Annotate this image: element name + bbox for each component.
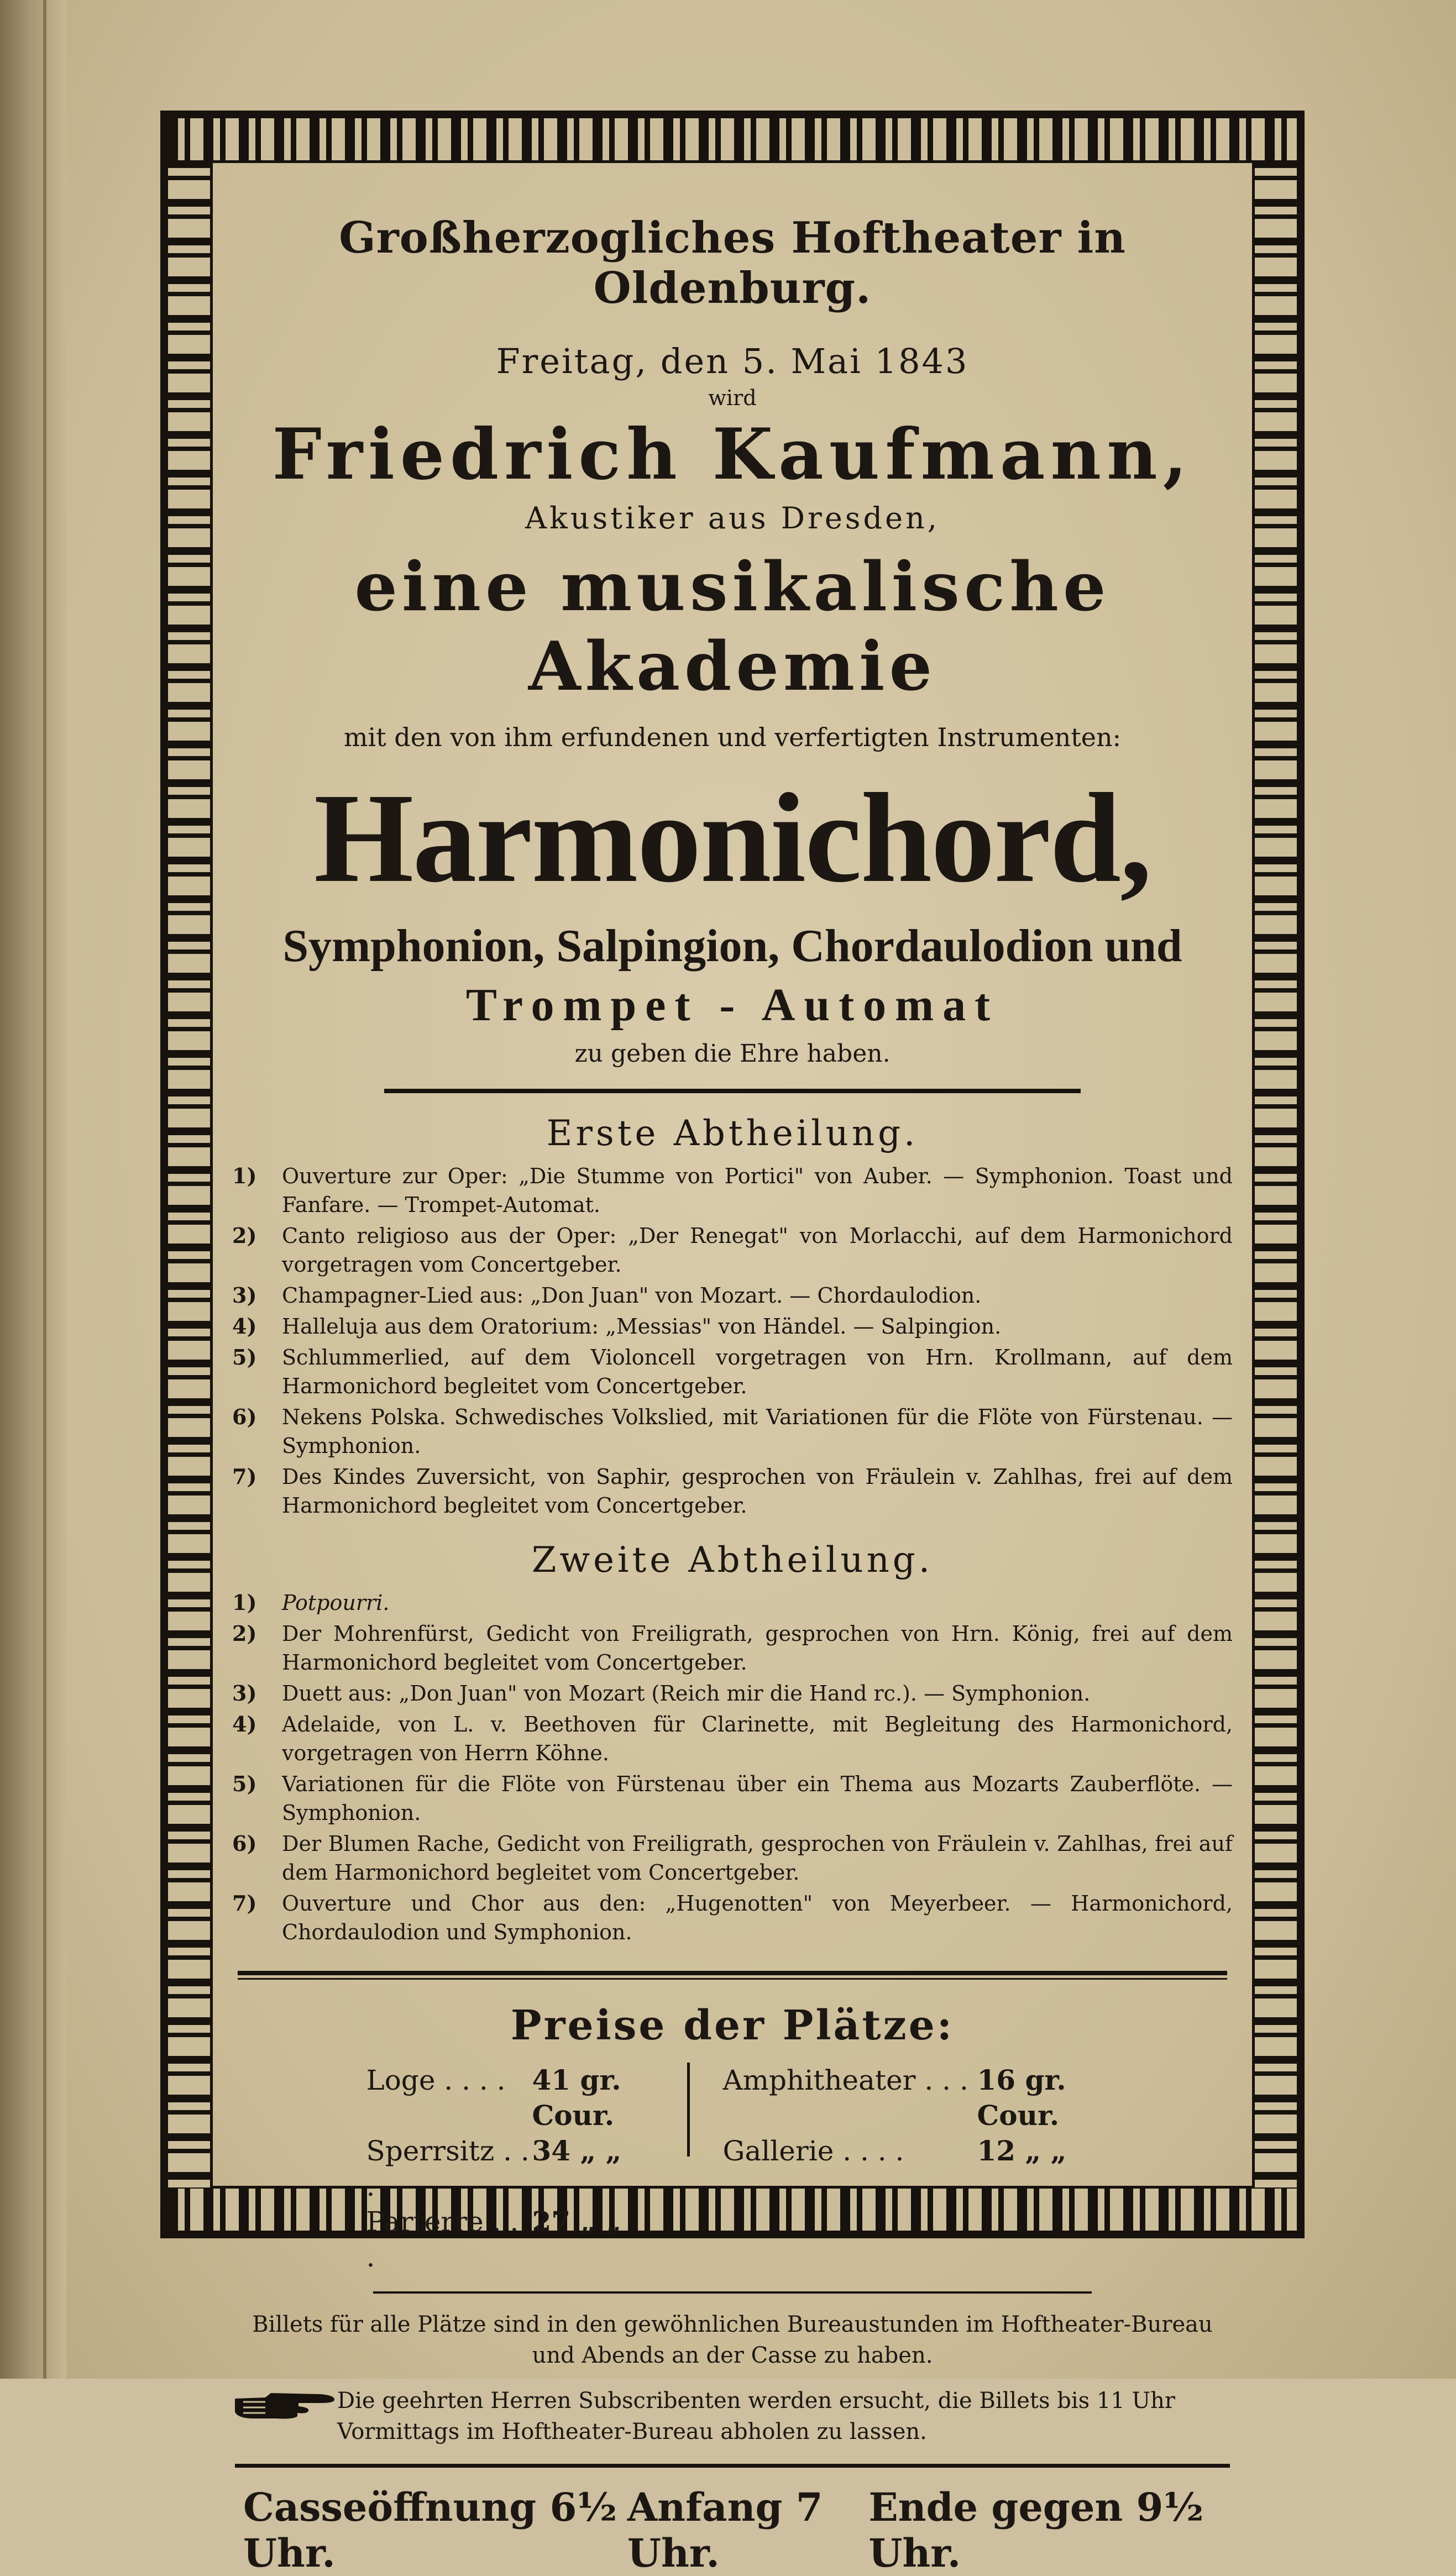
double-divider [238,1971,1227,1980]
program-item [232,1588,1233,1617]
wird-text: wird [708,386,757,410]
item-text: Canto religioso aus der Oper: „Der Renegat" von Morlacchi, auf dem Harmonichord vorgetragen vom Concertgeber. [282,1224,1233,1277]
bottom-divider [235,2464,1230,2468]
part2-title: Zweite Abtheilung. [531,1540,934,1581]
item-text: Der Mohrenfürst, Gedicht von Freiligrath, gesprochen von Hrn. König, frei auf dem Harmonichord begleitet vom Concertgeber. [282,1622,1233,1675]
price-row [366,2063,654,2133]
price-row [366,2133,654,2204]
price-label: Loge . . . . [366,2064,506,2096]
poster-content [232,182,1233,2576]
item-text: Ouverture und Chor aus den: „Hugenotten" von Meyerbeer. — Harmonichord, Chordaulodion und Symphonion. [282,1891,1233,1944]
program-item [232,1221,1233,1279]
fold-line [43,0,46,2379]
program-item [232,1829,1233,1887]
pointing-hand-icon [232,2388,337,2421]
item-number: 3) [232,1283,257,1308]
end-time: Ende gegen 9½ Uhr. [868,2484,1204,2576]
item-text: Des Kindes Zuversicht, von Saphir, gesprochen von Fräulein v. Zahlhas, frei auf dem Harmonichord begleitet vom Concertgeber. [282,1465,1233,1518]
item-text: Champagner-Lied aus: „Don Juan" von Mozart. — Chordaulodion. [282,1283,982,1308]
item-number: 2) [232,1223,257,1248]
price-value: 12 „ „ [977,2134,1067,2167]
program-item [232,1312,1233,1341]
program-item [232,1281,1233,1310]
program-item [232,1889,1233,1947]
instruments-intro: mit den von ihm erfundenen und verfertigten Instrumenten: [343,722,1122,752]
item-number: 6) [232,1831,257,1856]
item-number: 1) [232,1590,257,1615]
item-number: 1) [232,1163,257,1188]
times-row [232,2484,1233,2576]
ornament-top [168,118,1297,160]
item-text: Potpourri. [282,1591,390,1615]
prices-right-column [723,2063,1099,2275]
item-number: 2) [232,1621,257,1646]
price-value: 27 „ „ [532,2205,622,2238]
other-instruments: Symphonion, Salpingion, Chordaulodion und [282,920,1182,972]
prices-divider [687,2063,690,2157]
item-text: Variationen für die Flöte von Fürstenau über ein Thema aus Mozarts Zauberflöte. — Symphonion. [282,1772,1233,1825]
tickets-info: Billets für alle Plätze sind in den gewöhnlichen Bureaustunden im Hoftheater-Bureau und Abends an der Casse zu haben. [252,2312,1213,2368]
main-instrument: Harmonichord, [313,767,1151,909]
price-value: 41 gr. Cour. [532,2064,621,2132]
item-text: Adelaide, von L. v. Beethoven für Clarinette, mit Begleitung des Harmonichord, vorgetragen von Herrn Köhne. [282,1712,1233,1765]
program-item [232,1343,1233,1400]
item-number: 5) [232,1771,257,1796]
price-label: Sperrsitz . . . [366,2135,530,2202]
doors-opening-time: Casseöffnung 6½ Uhr. [243,2484,617,2576]
program-item [232,1162,1233,1219]
prices-title: Preise der Plätze: [510,2002,955,2049]
trompet-automat: Trompet - Automat [465,979,999,1031]
performer-name: Friedrich Kaufmann, [272,413,1193,495]
item-number: 7) [232,1891,257,1916]
item-number: 4) [232,1314,257,1339]
price-row [366,2204,654,2275]
price-label: Parterre . . . [366,2206,519,2273]
prices-left-column [366,2063,654,2275]
price-label: Amphitheater . . . [722,2064,968,2096]
program-item [232,1710,1233,1767]
price-row [723,2133,1099,2169]
price-value: 16 gr. Cour. [977,2064,1066,2132]
notice-text: Die geehrten Herren Subscribenten werden ersucht, die Billets bis 11 Uhr Vormittags im Hoftheater-Bureau abholen zu lassen. [337,2388,1176,2444]
program-item [232,1679,1233,1708]
event-title: eine musikalische Akademie [354,547,1111,706]
item-number: 7) [232,1464,257,1489]
item-text: Halleluja aus dem Oratorium: „Messias" von Händel. — Salpingion. [282,1314,1002,1339]
part2-program [232,1588,1233,1947]
item-number: 6) [232,1404,257,1429]
price-row [723,2063,1099,2133]
item-number: 5) [232,1345,257,1370]
program-item [232,1619,1233,1677]
part1-title: Erste Abtheilung. [546,1113,919,1154]
subscriber-notice [232,2385,1233,2447]
item-text: Duett aus: „Don Juan" von Mozart (Reich mir die Hand rc.). — Symphonion. [282,1681,1091,1706]
divider [384,1089,1081,1093]
item-text: Der Blumen Rache, Gedicht von Freiligrath, gesprochen von Fräulein v. Zahlhas, frei auf dem Harmonichord begleitet vom Concertgeber. [282,1832,1233,1885]
program-item [232,1462,1233,1520]
item-text: Schlummerlied, auf dem Violoncell vorgetragen von Hrn. Krollmann, auf dem Harmonichord begleitet vom Concertgeber. [282,1345,1233,1398]
item-text: Ouverture zur Oper: „Die Stumme von Portici" von Auber. — Symphonion. Toast und Fanfare. — Trompet-Automat. [282,1164,1233,1217]
prices-table [232,2063,1233,2275]
item-number: 3) [232,1681,257,1706]
item-text: Nekens Polska. Schwedisches Volkslied, mit Variationen für die Flöte von Fürstenau. — Symphonion. [282,1405,1233,1458]
price-label: Gallerie . . . . [722,2135,904,2167]
part1-program [232,1162,1233,1520]
program-item [232,1403,1233,1460]
event-date: Freitag, den 5. Mai 1843 [496,341,969,381]
price-value: 34 „ „ [532,2134,622,2167]
ornament-left [168,160,210,2189]
binding-edge [0,0,66,2379]
program-item [232,1770,1233,1827]
item-number: 4) [232,1712,257,1736]
ornament-right [1255,160,1297,2189]
ehre-text: zu geben die Ehre haben. [574,1040,891,1068]
theatre-name: Großherzogliches Hoftheater in Oldenburg. [339,213,1126,313]
start-time: Anfang 7 Uhr. [627,2484,823,2576]
performer-profession: Akustiker aus Dresden, [525,501,940,536]
thin-divider [373,2291,1092,2294]
